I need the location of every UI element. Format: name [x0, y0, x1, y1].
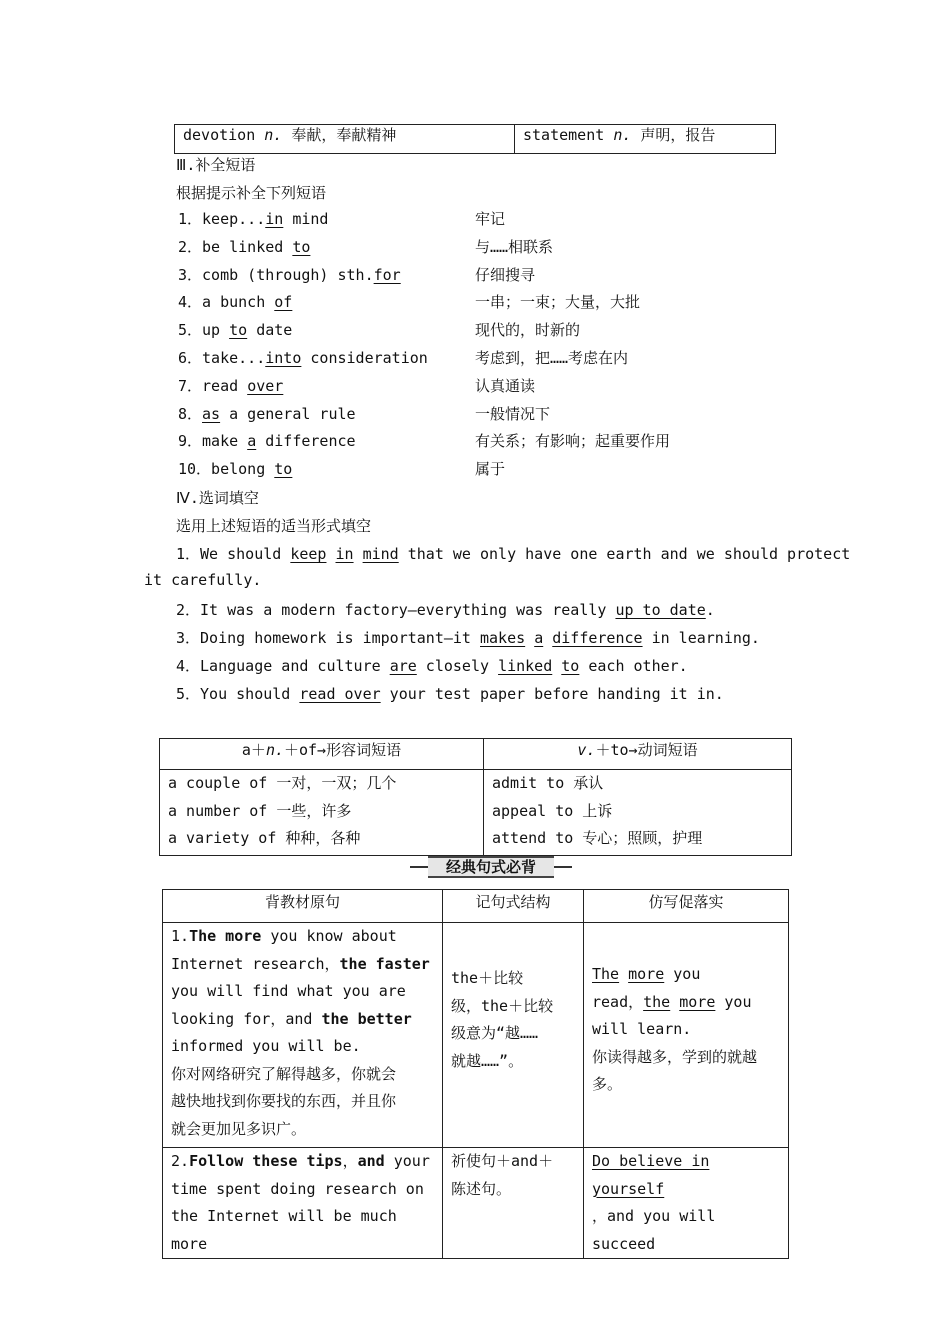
answer-blank: makes	[480, 629, 526, 647]
list-item: 9．make a difference	[178, 432, 356, 451]
phrase-meaning: 有关系；有影响；起重要作用	[475, 432, 671, 451]
answer-blank: are	[389, 657, 417, 675]
answer-blank: over	[247, 376, 284, 395]
original-sentence-cell: 1.The more you know about Internet research，the faster you will find what you are looking for，and the better informed you will be. 你对网络研究了解得越多，你就会 越快地找到你要找的东西，并且你 就会更加见多识广。	[163, 923, 443, 1148]
list-item: 3．comb (through) sth.for	[178, 265, 401, 284]
section-instruction: 选用上述短语的适当形式填空	[176, 517, 372, 535]
answer-blank: as	[202, 404, 221, 423]
table-cell	[160, 770, 484, 856]
list-item: 4．a bunch of	[178, 293, 293, 312]
list-item: a variety of 种种，各种	[168, 829, 361, 847]
column-header: 背教材原句	[163, 890, 443, 923]
original-sentence-cell: 2.Follow these tips，and your time spent doing research on the Internet will be much more	[163, 1148, 443, 1259]
list-item: 5．up to date	[178, 321, 293, 340]
answer-blank: linked	[498, 657, 553, 675]
answer-blank: mind	[362, 545, 399, 563]
vocab-meaning: 声明，报告	[640, 126, 716, 144]
phrase-meaning: 一串；一束；大量，大批	[475, 293, 641, 312]
answer-blank: in	[335, 545, 354, 563]
answer-blank: up to date	[615, 601, 706, 619]
section-banner	[410, 856, 572, 878]
list-item: 6．take...into consideration	[178, 348, 428, 367]
list-item: 8．as a general rule	[178, 404, 356, 423]
vocab-word: devotion	[183, 126, 256, 144]
answer-blank: The	[592, 965, 620, 983]
question-4: 4．Language and culture are closely linked to each other.	[176, 657, 688, 675]
question-5: 5．You should read over your test paper before handing it in.	[176, 685, 724, 703]
vocab-word: statement	[523, 126, 605, 144]
section-instruction: 根据提示补全下列短语	[176, 184, 327, 202]
answer-blank: the	[643, 992, 671, 1011]
list-item: 10．belong to	[178, 460, 293, 479]
table-row	[163, 923, 789, 1148]
list-item: 2．be linked to	[178, 237, 311, 256]
answer-blank: to	[274, 460, 293, 479]
answer-blank: a	[247, 432, 257, 451]
table-row	[163, 1148, 789, 1259]
column-header: v.＋to→动词短语	[484, 739, 792, 770]
vocab-cell-right	[515, 125, 776, 154]
structure-cell: the＋比较 级，the＋比较 级意为“越…… 就越……”。	[443, 923, 584, 1148]
phrase-meaning: 认真通读	[475, 376, 536, 395]
answer-blank: a	[534, 629, 544, 647]
answer-blank: to	[229, 321, 248, 340]
imitation-cell: Do believe in yourself ，and you will succeed	[584, 1148, 789, 1259]
answer-blank: for	[373, 265, 401, 284]
vocab-table	[174, 124, 776, 154]
list-item: a number of 一些，许多	[168, 801, 352, 820]
phrase-meaning: 与……相联系	[475, 237, 554, 256]
phrase-meaning: 现代的，时新的	[475, 321, 581, 340]
answer-blank: more	[628, 965, 665, 983]
answer-blank: difference	[552, 629, 643, 647]
answer-blank: more	[679, 992, 716, 1011]
sentence-table	[162, 889, 789, 1259]
question-2: 2．It was a modern factory—everything was really up to date.	[176, 601, 715, 619]
column-header: 仿写促落实	[584, 890, 789, 923]
structure-cell: 祈使句＋and＋ 陈述句。	[443, 1148, 584, 1259]
vocab-cell-left	[175, 125, 515, 154]
list-item: appeal to 上诉	[492, 801, 613, 820]
imitation-cell: The more you read，the more you will learn. 你读得越多，学到的就越 多。	[584, 923, 789, 1148]
list-item: 1．keep...in mind	[178, 210, 329, 228]
banner-title: 经典句式必背	[428, 856, 554, 878]
column-header: a＋n.＋of→形容词短语	[160, 739, 484, 770]
list-item: attend to 专心；照顾，护理	[492, 829, 703, 847]
question-3: 3．Doing homework is important—it makes a difference in learning.	[176, 629, 760, 647]
phrase-list	[178, 206, 428, 484]
answer-blank: Do believe in yourself	[592, 1152, 710, 1198]
question-1: 1．We should keep in mind that we only have one earth and we should protect	[176, 545, 851, 563]
list-item: a couple of 一对，一双；几个	[168, 774, 397, 792]
answer-blank: read over	[299, 685, 381, 703]
phrase-meaning: 考虑到，把……考虑在内	[475, 348, 629, 367]
question-1-continued: it carefully.	[144, 571, 262, 589]
column-header: 记句式结构	[443, 890, 584, 923]
section-heading: Ⅲ.补全短语	[176, 156, 256, 174]
answer-blank: in	[265, 210, 284, 228]
answer-blank: into	[265, 348, 302, 367]
phrase-meaning: 仔细搜寻	[475, 265, 536, 284]
answer-blank: to	[292, 237, 311, 256]
list-item: admit to 承认	[492, 774, 604, 792]
phrase-meaning: 牢记	[475, 210, 506, 228]
vocab-meaning: 奉献，奉献精神	[291, 126, 397, 144]
answer-blank: keep	[290, 545, 327, 563]
vocab-pos: n.	[264, 126, 283, 144]
vocab-pos: n.	[613, 126, 632, 144]
phrase-pattern-table	[159, 738, 792, 856]
table-cell	[484, 770, 792, 856]
phrase-meaning: 一般情况下	[475, 404, 551, 423]
phrase-meaning: 属于	[475, 460, 506, 479]
list-item: 7．read over	[178, 376, 284, 395]
section-heading: Ⅳ.选词填空	[176, 489, 259, 507]
meaning-list	[475, 206, 670, 484]
answer-blank: of	[274, 293, 293, 312]
answer-blank: to	[561, 657, 580, 675]
